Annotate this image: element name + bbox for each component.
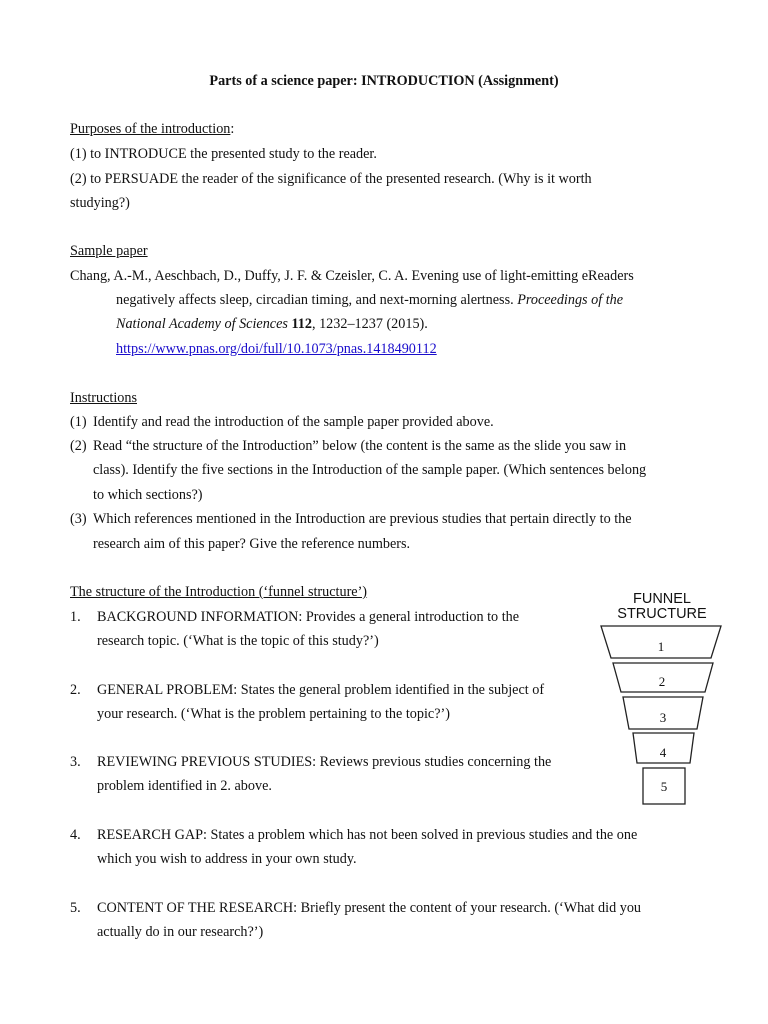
structure-4-line-2: which you wish to address in your own study. <box>97 851 357 867</box>
structure-number: 1. <box>70 609 81 625</box>
purpose-item-1: (1) to INTRODUCE the presented study to the reader. <box>70 146 377 162</box>
instruction-number: (3) <box>70 511 87 527</box>
instructions-heading: Instructions <box>70 390 137 406</box>
funnel-diagram <box>596 622 728 808</box>
funnel-label-5: 5 <box>660 779 668 794</box>
structure-5-line-2: actually do in our research?’) <box>97 924 264 940</box>
instruction-2-line-2: class). Identify the five sections in the Introduction of the sample paper. (Which sentences belong <box>93 462 647 478</box>
funnel-label-4: 4 <box>659 745 667 760</box>
funnel-label-1: 1 <box>657 639 665 654</box>
structure-number: 2. <box>70 682 81 698</box>
structure-number: 3. <box>70 754 81 770</box>
pages-year: , 1232–1237 (2015). <box>311 316 428 332</box>
instruction-number: (1) <box>70 414 87 430</box>
structure-number: 5. <box>70 900 81 916</box>
structure-3-line-1: REVIEWING PREVIOUS STUDIES: Reviews previous studies concerning the <box>97 754 552 770</box>
structure-2-line-2: your research. (‘What is the problem pertaining to the topic?’) <box>97 706 450 722</box>
structure-4-line-1: RESEARCH GAP: States a problem which has not been solved in previous studies and the one <box>97 827 638 843</box>
instruction-number: (2) <box>70 438 87 454</box>
citation-line-2-text: negatively affects sleep, circadian timing, and next-morning alertness. <box>116 292 518 308</box>
instruction-1-line-1: Identify and read the introduction of the sample paper provided above. <box>93 414 494 430</box>
citation-link-row <box>116 340 437 358</box>
journal-name-part-1: Proceedings of the <box>517 292 624 308</box>
structure-heading: The structure of the Introduction (‘funnel structure’) <box>70 584 368 600</box>
structure-1-line-2: research topic. (‘What is the topic of this study?’) <box>97 633 379 649</box>
sample-heading: Sample paper <box>70 243 148 259</box>
funnel-label-3: 3 <box>659 710 667 725</box>
purposes-heading <box>70 120 234 138</box>
instruction-3-line-1: Which references mentioned in the Introduction are previous studies that pertain directly to the <box>93 511 632 527</box>
funnel-title-line-2: STRUCTURE <box>617 606 707 622</box>
purposes-heading-colon: : <box>230 121 235 137</box>
volume-number: 112 <box>291 316 312 332</box>
structure-2-line-1: GENERAL PROBLEM: States the general problem identified in the subject of <box>97 682 545 698</box>
journal-name-part-2: National Academy of Sciences <box>116 316 288 332</box>
instruction-2-line-1: Read “the structure of the Introduction” below (the content is the same as the slide you saw in <box>93 438 627 454</box>
instruction-3-line-2: research aim of this paper? Give the reference numbers. <box>93 536 411 552</box>
purpose-item-2-line-2: studying?) <box>70 195 130 211</box>
paper-link[interactable]: https://www.pnas.org/doi/full/10.1073/pnas.1418490112 <box>116 341 437 357</box>
funnel-title-line-1: FUNNEL <box>632 591 691 607</box>
citation-line-1: Chang, A.-M., Aeschbach, D., Duffy, J. F. & Czeisler, C. A. Evening use of light-emitting eReaders <box>70 268 634 284</box>
structure-3-line-2: problem identified in 2. above. <box>97 778 272 794</box>
purpose-item-2-line-1: (2) to PERSUADE the reader of the significance of the presented research. (Why is it worth <box>70 171 592 187</box>
structure-number: 4. <box>70 827 81 843</box>
funnel-label-2: 2 <box>658 674 666 689</box>
structure-1-line-1: BACKGROUND INFORMATION: Provides a general introduction to the <box>97 609 520 625</box>
instruction-2-line-3: to which sections?) <box>93 487 203 503</box>
purposes-heading-text: Purposes of the introduction <box>70 121 231 137</box>
page-title: Parts of a science paper: INTRODUCTION (Assignment) <box>209 73 559 89</box>
structure-5-line-1: CONTENT OF THE RESEARCH: Briefly present the content of your research. (‘What did you <box>97 900 642 916</box>
citation-line-2 <box>116 291 623 309</box>
citation-line-3 <box>116 315 428 333</box>
